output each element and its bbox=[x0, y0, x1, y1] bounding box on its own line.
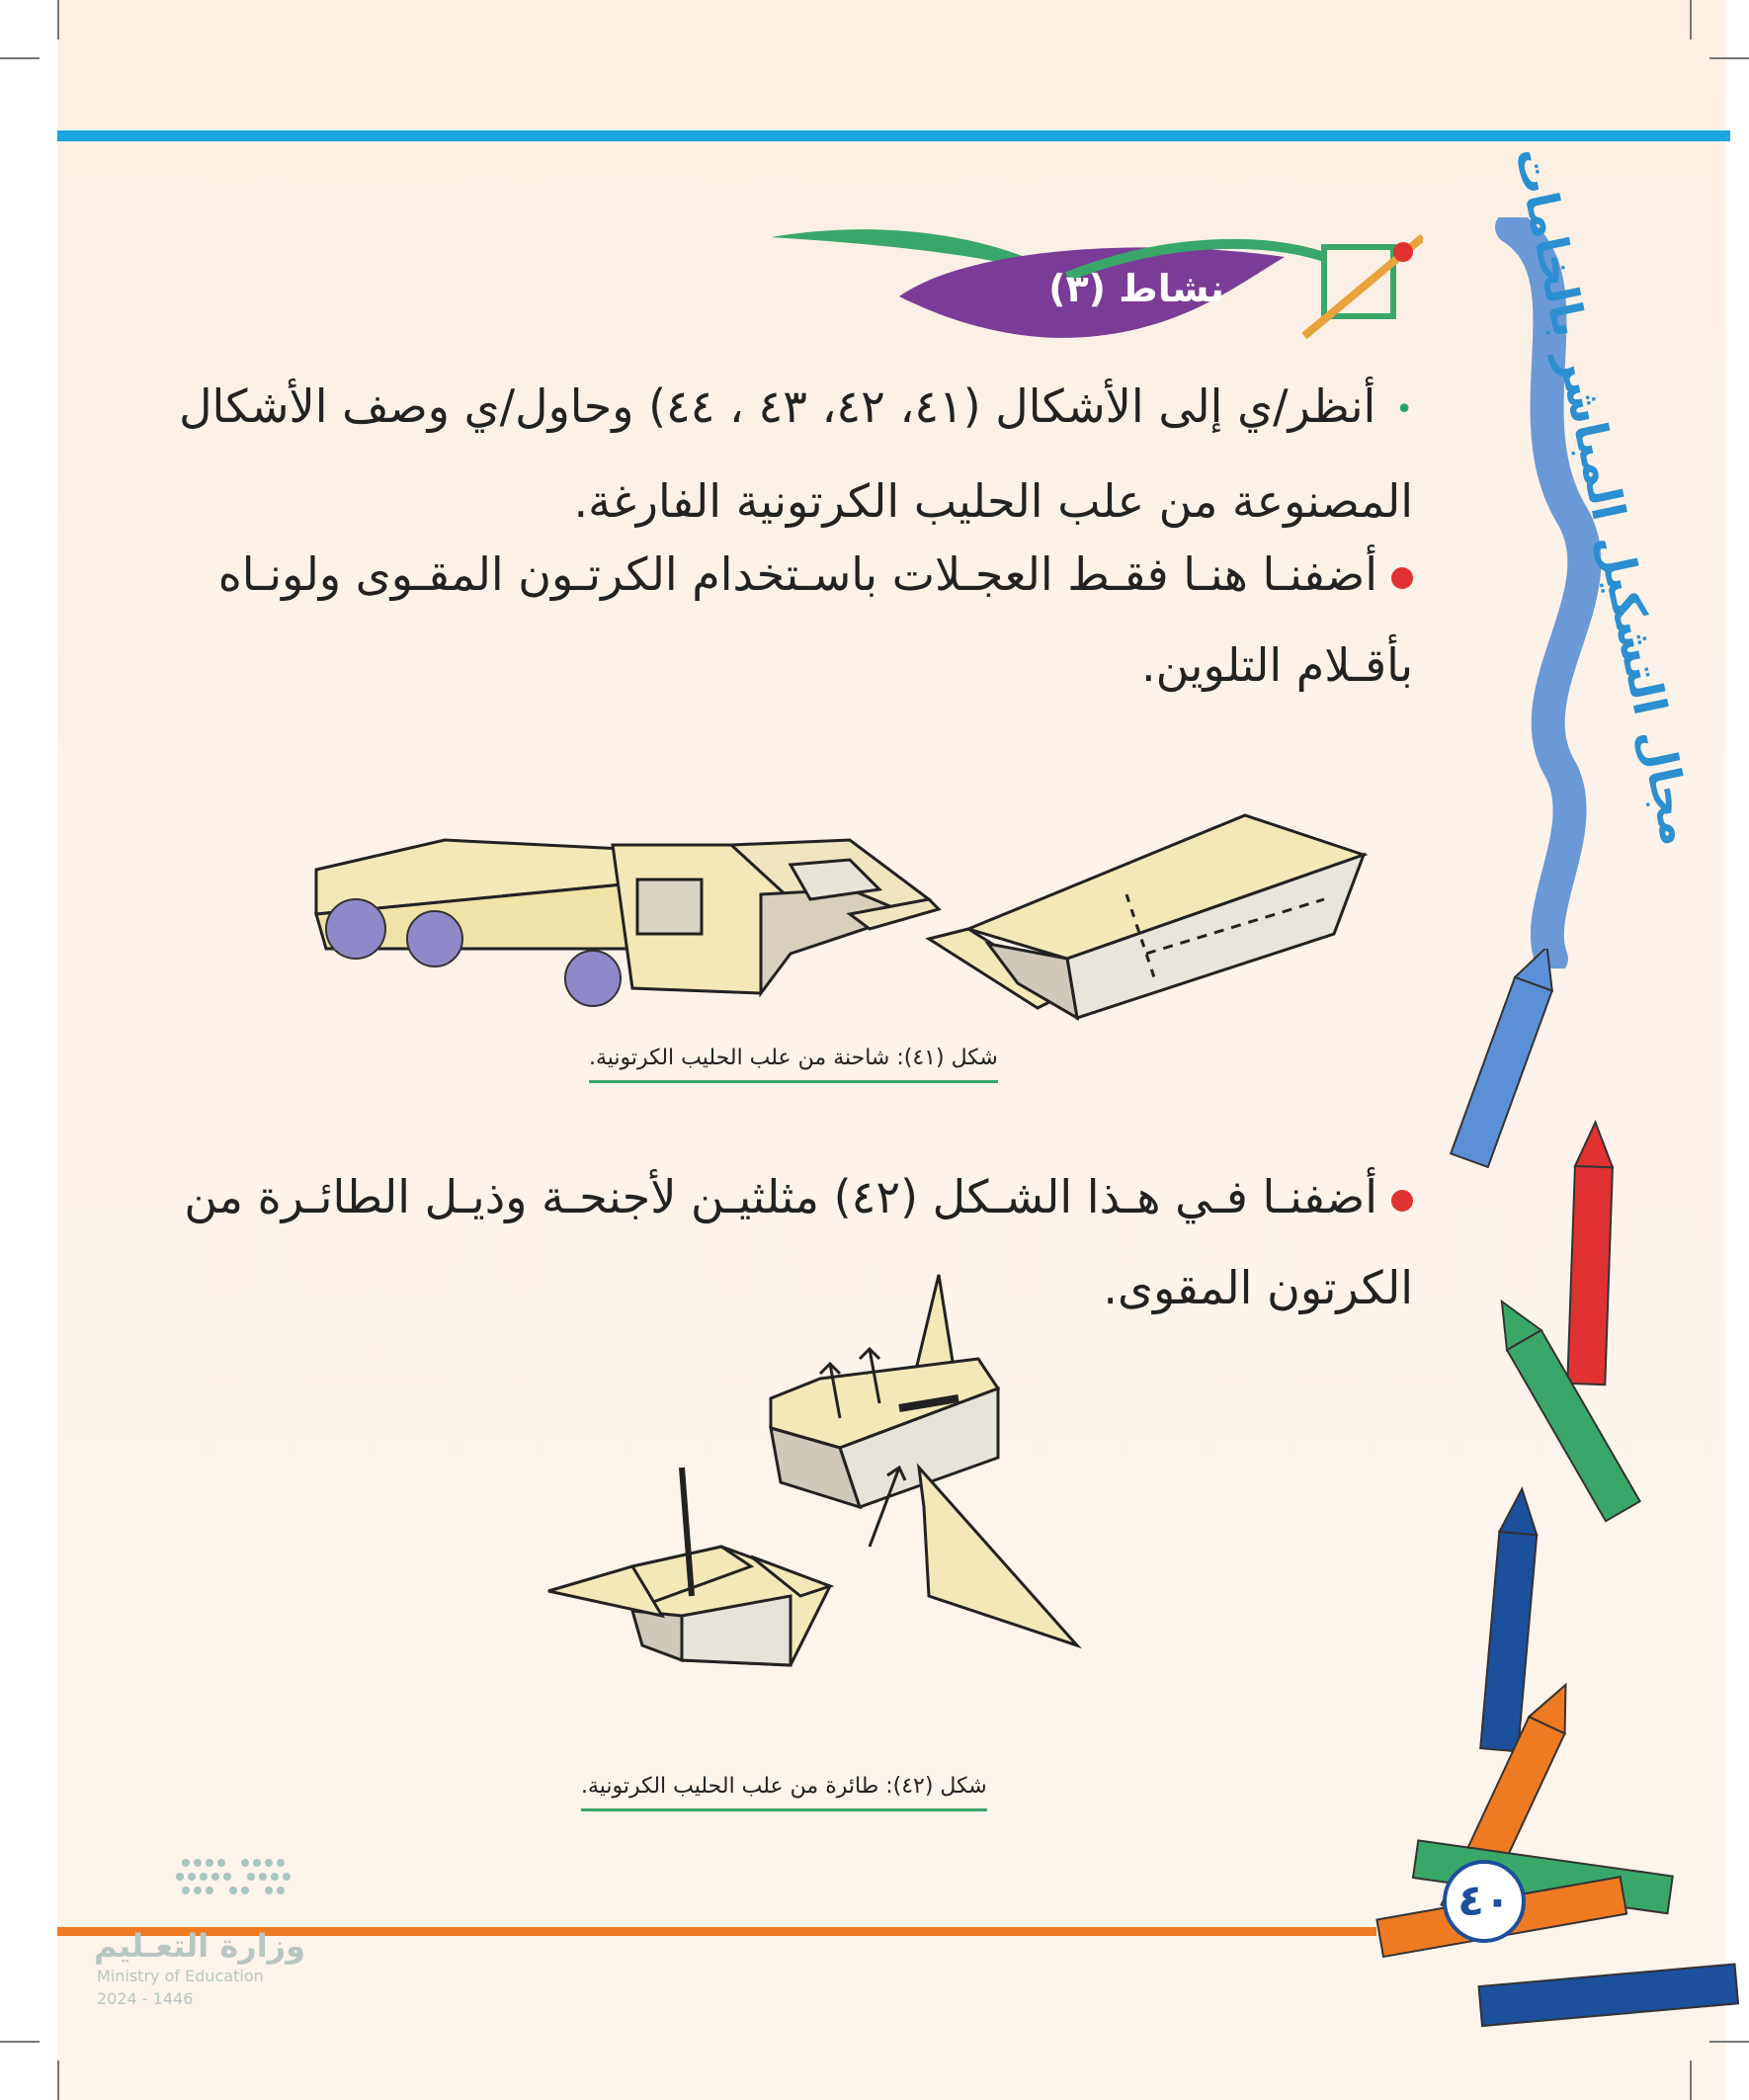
crop-mark bbox=[57, 0, 59, 40]
paragraph-text: أضفنـا هنـا فقـط العجـلات باسـتخدام الكرتـون المقـوى ولونـاه bbox=[217, 547, 1377, 601]
crop-mark bbox=[1709, 57, 1749, 59]
side-title: مجال التشكيل المباشر بالخامات bbox=[1504, 142, 1706, 850]
paragraph-line: بأقـلام التلوين. bbox=[1141, 638, 1413, 692]
activity-title: نشاط (٣) bbox=[1048, 267, 1224, 310]
paragraph-line bbox=[184, 1151, 1413, 1242]
figure-42-caption: شكل (٤٢): طائرة من علب الحليب الكرتونية. bbox=[581, 1774, 987, 1811]
top-rule bbox=[57, 130, 1730, 141]
paragraph-line: الكرتون المقوى. bbox=[1103, 1261, 1413, 1314]
paragraph-line bbox=[217, 529, 1413, 620]
paragraph-text: أضفنـا فـي هـذا الشـكل (٤٢) مثلثيـن لأجنحـة وذيـل الطائـرة من bbox=[184, 1170, 1377, 1223]
ministry-name-ar: وزارة التعـليم bbox=[94, 1927, 305, 1965]
paragraph-2 bbox=[217, 529, 1413, 711]
bullet-dot: • bbox=[1395, 391, 1413, 427]
ministry-year: 2024 - 1446 bbox=[97, 1989, 194, 2008]
paragraph-1 bbox=[179, 361, 1413, 546]
figure-41-truck bbox=[296, 805, 1403, 1023]
crop-mark bbox=[0, 2041, 40, 2043]
paragraph-line bbox=[179, 361, 1413, 456]
bullet-dot bbox=[1391, 567, 1413, 589]
figure-41-caption: شكل (٤١): شاحنة من علب الحليب الكرتونية. bbox=[589, 1046, 998, 1083]
ministry-name-en: Ministry of Education bbox=[97, 1967, 264, 1985]
crop-mark bbox=[57, 2060, 59, 2100]
figure-42-plane bbox=[543, 1270, 1097, 1710]
crayons-decoration bbox=[1374, 949, 1749, 2065]
crop-mark bbox=[1690, 0, 1692, 40]
paragraph-line: المصنوعة من علب الحليب الكرتونية الفارغة. bbox=[573, 473, 1413, 528]
crop-mark bbox=[1690, 2060, 1692, 2100]
crop-mark bbox=[0, 57, 40, 59]
page-number: ٤٠ bbox=[1443, 1860, 1526, 1943]
paragraph-text: أنظر/ي إلى الأشكال (٤١، ٤٢، ٤٣ ، ٤٤) وحاول/ي وصف الأشكال bbox=[179, 379, 1376, 433]
